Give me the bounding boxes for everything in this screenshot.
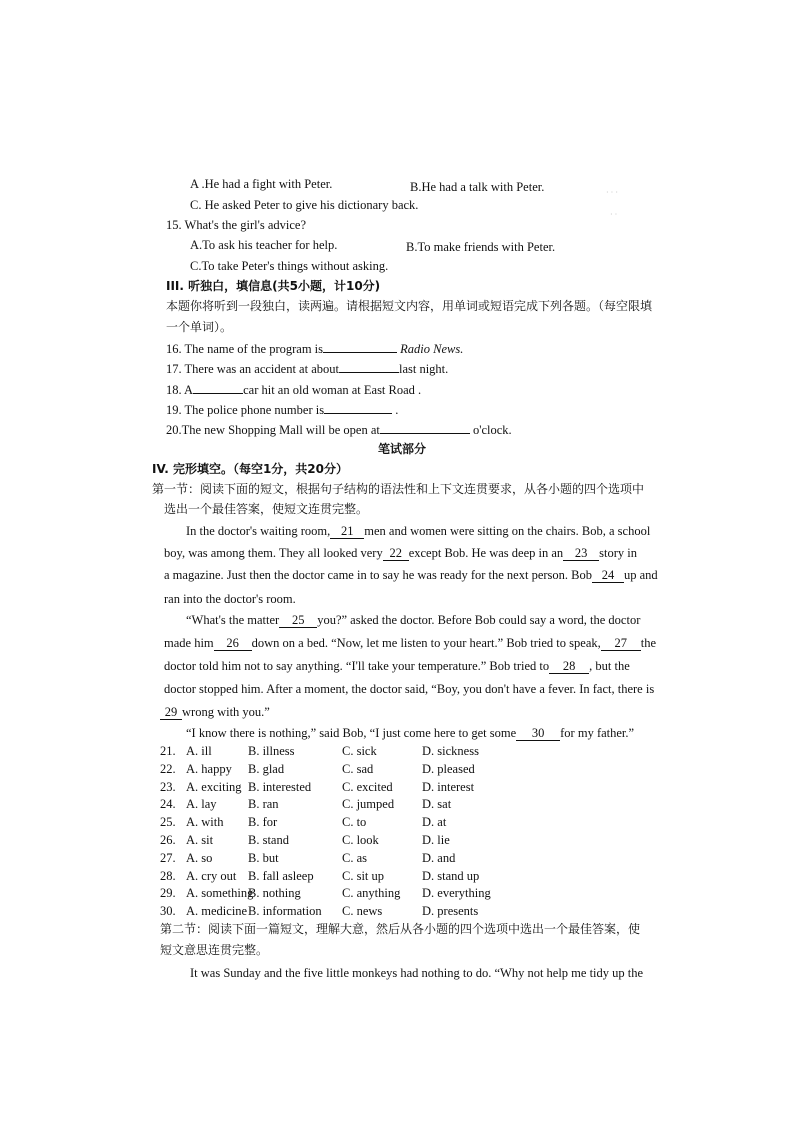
fill-item-20: 20.The new Shopping Mall will be open at o'clock. (166, 423, 512, 437)
option-c[interactable]: C. sad (342, 761, 374, 776)
option-number: 28. (160, 868, 176, 883)
blank-27[interactable]: 27 (601, 637, 641, 651)
fill-item-16: 16. The name of the program is Radio News. (166, 342, 464, 356)
option-a[interactable]: A. ill (186, 744, 212, 758)
option-c[interactable]: C. news (342, 904, 383, 919)
part2-instructions-line2: 短文意思连贯完整。 (160, 943, 269, 957)
section-3-title: III. 听独白，填信息(共5小题，计10分) (166, 279, 381, 293)
passage-line: boy, was among them. They all looked very 22 except Bob. He was deep in an 23 story in (164, 546, 638, 560)
option-d[interactable]: D. and (422, 850, 456, 865)
option-number: 21. (160, 744, 176, 758)
option-a[interactable]: A. so (186, 850, 213, 865)
option-a[interactable]: A. something (186, 886, 254, 901)
option-b[interactable]: B. stand (248, 833, 289, 847)
option-a[interactable]: A. happy (186, 761, 232, 776)
option-d[interactable]: D. sat (422, 797, 452, 812)
passage-line: It was Sunday and the five little monkeys had nothing to do. “Why not help me tidy up the (190, 966, 644, 980)
passage-line: “What's the matter 25 you?” asked the doctor. Before Bob could say a word, the doctor (186, 613, 641, 627)
option-a[interactable]: A. exciting (186, 779, 242, 794)
blank-23[interactable]: 23 (563, 547, 599, 561)
passage-line: made him 26 down on a bed. “Now, let me listen to your heart.” Bob tried to speak, 27 the (164, 636, 657, 650)
fill-item-17: 17. There was an accident at about last night. (166, 362, 449, 376)
option-d[interactable]: D. presents (422, 904, 479, 919)
option-c[interactable]: C. jumped (342, 797, 395, 812)
option-b[interactable]: B. illness (248, 744, 295, 758)
answer-blank[interactable] (339, 372, 399, 373)
option-number: 22. (160, 761, 176, 776)
section-3-instructions-line2: 一个单词）。 (166, 320, 233, 334)
passage-line: In the doctor's waiting room, 21 men and women were sitting on the chairs. Bob, a school (186, 524, 651, 538)
q15-option-b: B.To make friends with Peter. (406, 240, 556, 254)
section-4-part1-line2: 选出一个最佳答案，使短文连贯完整。 (164, 502, 369, 516)
passage-line: doctor stopped him. After a moment, the doctor said, “Boy, you don't have a fever. In fact, there is (164, 682, 655, 696)
option-c[interactable]: C. look (342, 833, 379, 847)
option-number: 26. (160, 833, 176, 847)
option-number: 27. (160, 850, 176, 865)
blank-22[interactable]: 22 (383, 547, 409, 561)
answer-blank[interactable] (193, 393, 243, 394)
q14-option-b: B.He had a talk with Peter. (410, 180, 545, 194)
blank-30[interactable]: 30 (516, 727, 560, 741)
option-d[interactable]: D. interest (422, 779, 475, 794)
q14-option-a: A .He had a fight with Peter. (190, 177, 333, 191)
written-part-header: 笔试部分 (378, 442, 427, 456)
fill-item-19: 19. The police phone number is . (166, 403, 399, 417)
option-c[interactable]: C. sick (342, 744, 377, 758)
option-b[interactable]: B. interested (248, 779, 312, 794)
q15-option-c: C.To take Peter's things without asking. (190, 259, 389, 273)
scan-mark: · · · (606, 188, 618, 197)
option-number: 23. (160, 779, 176, 794)
q14-option-c: C. He asked Peter to give his dictionary back. (190, 198, 419, 212)
passage-line: ran into the doctor's room. (164, 592, 296, 606)
option-number: 29. (160, 886, 176, 901)
option-d[interactable]: D. sickness (422, 744, 479, 758)
option-a[interactable]: A. sit (186, 833, 214, 847)
blank-24[interactable]: 24 (592, 569, 624, 583)
option-number: 25. (160, 815, 176, 830)
option-d[interactable]: D. everything (422, 886, 491, 901)
option-a[interactable]: A. with (186, 815, 224, 830)
blank-25[interactable]: 25 (279, 614, 317, 628)
q15-option-a: A.To ask his teacher for help. (190, 238, 338, 252)
answer-blank[interactable] (324, 413, 392, 414)
passage-line: a magazine. Just then the doctor came in to say he was ready for the next person. Bob 24 up and (164, 568, 658, 582)
option-b[interactable]: B. fall asleep (248, 868, 314, 883)
blank-26[interactable]: 26 (214, 637, 252, 651)
q15-stem: 15. What's the girl's advice? (166, 218, 306, 232)
option-c[interactable]: C. excited (342, 779, 393, 794)
blank-21[interactable]: 21 (330, 525, 364, 539)
option-d[interactable]: D. lie (422, 833, 450, 847)
option-c[interactable]: C. to (342, 815, 367, 830)
answer-blank[interactable] (323, 352, 397, 353)
option-b[interactable]: B. ran (248, 797, 279, 812)
option-c[interactable]: C. as (342, 850, 367, 865)
option-d[interactable]: D. pleased (422, 761, 475, 776)
answer-blank[interactable] (380, 433, 470, 434)
section-3-instructions-line1: 本题你将听到一段独白，读两遍。请根据短文内容，用单词或短语完成下列各题。（每空限填 (166, 299, 653, 313)
option-d[interactable]: D. stand up (422, 868, 480, 883)
blank-29[interactable]: 29 (160, 706, 182, 720)
fill-item-18: 18. A car hit an old woman at East Road . (166, 383, 422, 397)
option-number: 24. (160, 797, 176, 812)
section-4-title: IV. 完形填空。（每空1分，共20分） (152, 462, 348, 476)
blank-28[interactable]: 28 (549, 660, 589, 674)
option-b[interactable]: B. nothing (248, 886, 301, 901)
option-b[interactable]: B. for (248, 815, 278, 830)
option-c[interactable]: C. sit up (342, 868, 385, 883)
scan-mark: · · (610, 210, 618, 219)
option-number: 30. (160, 904, 176, 919)
option-b[interactable]: B. glad (248, 761, 285, 776)
section-4-part1-line1: 第一节：阅读下面的短文，根据句子结构的语法性和上下文连贯要求，从各小题的四个选项中 (152, 482, 645, 496)
part2-instructions-line1: 第二节：阅读下面一篇短文，理解大意，然后从各小题的四个选项中选出一个最佳答案，使 (160, 922, 641, 936)
option-d[interactable]: D. at (422, 815, 447, 830)
passage-line: 29 wrong with you.” (160, 705, 270, 720)
option-a[interactable]: A. lay (186, 797, 217, 812)
passage-line: “I know there is nothing,” said Bob, “I just come here to get some 30 for my father.” (186, 726, 635, 740)
option-b[interactable]: B. information (248, 904, 322, 919)
passage-line: doctor told him not to say anything. “I'll take your temperature.” Bob tried to 28 , but the (164, 659, 630, 673)
option-a[interactable]: A. medicine (186, 904, 248, 919)
option-a[interactable]: A. cry out (186, 868, 237, 883)
option-b[interactable]: B. but (248, 850, 279, 865)
option-c[interactable]: C. anything (342, 886, 401, 901)
